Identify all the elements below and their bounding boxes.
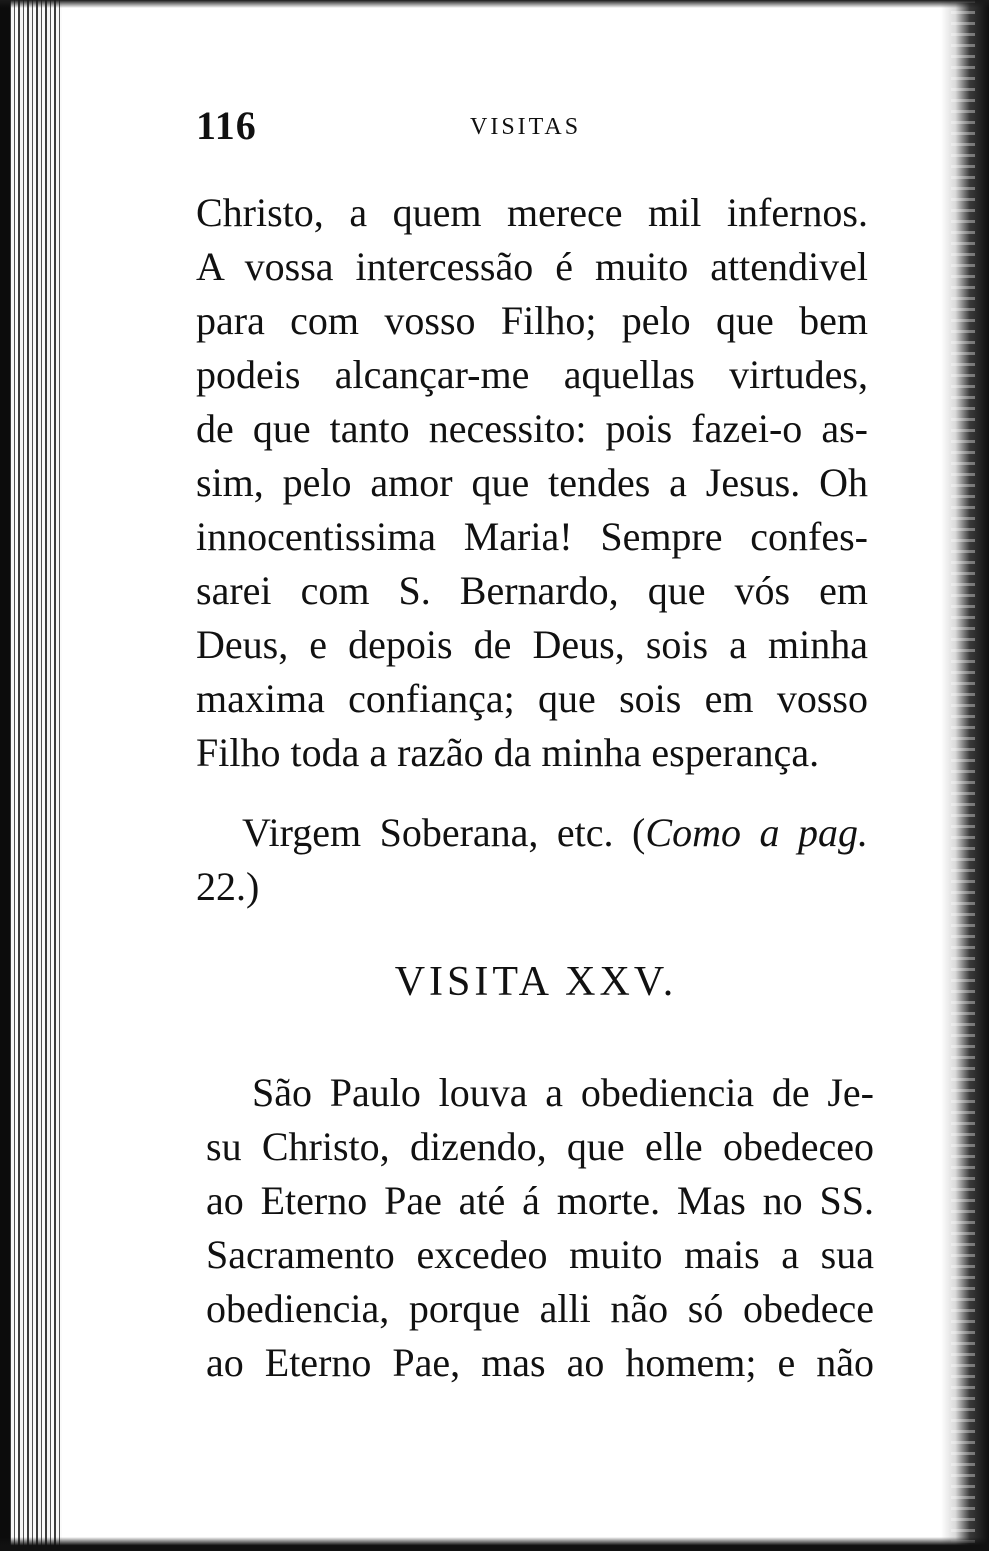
text-line: ao Eterno Pae até á morte. Mas no SS.	[206, 1178, 874, 1223]
text-line: para com vosso Filho; pelo que bem	[196, 298, 868, 343]
paragraph-visit-25	[206, 1066, 874, 1390]
scan-border-left	[0, 0, 10, 1551]
paragraph-cross-reference	[196, 806, 868, 914]
text-line: innocentissima Maria! Sempre confes-	[196, 514, 868, 559]
text-line: São Paulo louva a obediencia de Je-	[252, 1070, 874, 1115]
section-heading: VISITA XXV.	[394, 959, 678, 1005]
running-head	[196, 102, 876, 152]
cross-reference-text: Virgem Soberana, etc. (	[242, 810, 646, 855]
text-line: de que tanto necessito: pois fazei-o as-	[196, 406, 868, 451]
text-line: ao Eterno Pae, mas ao homem; e não	[206, 1340, 874, 1385]
text-line: sarei com S. Bernardo, que vós em	[196, 568, 868, 613]
text-line: Christo, a quem merece mil infernos.	[196, 190, 868, 235]
page-edge-texture	[951, 0, 975, 1551]
text-line: su Christo, dizendo, que elle obedeceo	[206, 1124, 874, 1169]
text-line: A vossa intercessão é muito attendivel	[196, 244, 868, 289]
book-page	[196, 0, 876, 1551]
text-line: sim, pelo amor que tendes a Jesus. Oh	[196, 460, 868, 505]
text-line: podeis alcançar-me aquellas virtudes,	[196, 352, 868, 397]
text-line: Deus, e depois de Deus, sois a minha	[196, 622, 868, 667]
text-line: 22.)	[196, 864, 260, 909]
text-line	[196, 806, 868, 860]
text-line: Sacramento excedeo muito mais a sua	[206, 1232, 874, 1277]
text-line: obediencia, porque alli não só obedece	[206, 1286, 874, 1331]
running-title: VISITAS	[470, 114, 582, 140]
paragraph-prayer	[196, 186, 868, 780]
text-line: Filho toda a razão da minha esperança.	[196, 730, 820, 775]
page-number: 116	[196, 103, 257, 148]
cross-reference-italic: Como a pag.	[645, 810, 868, 855]
text-line: maxima confiança; que sois em vosso	[196, 676, 868, 721]
